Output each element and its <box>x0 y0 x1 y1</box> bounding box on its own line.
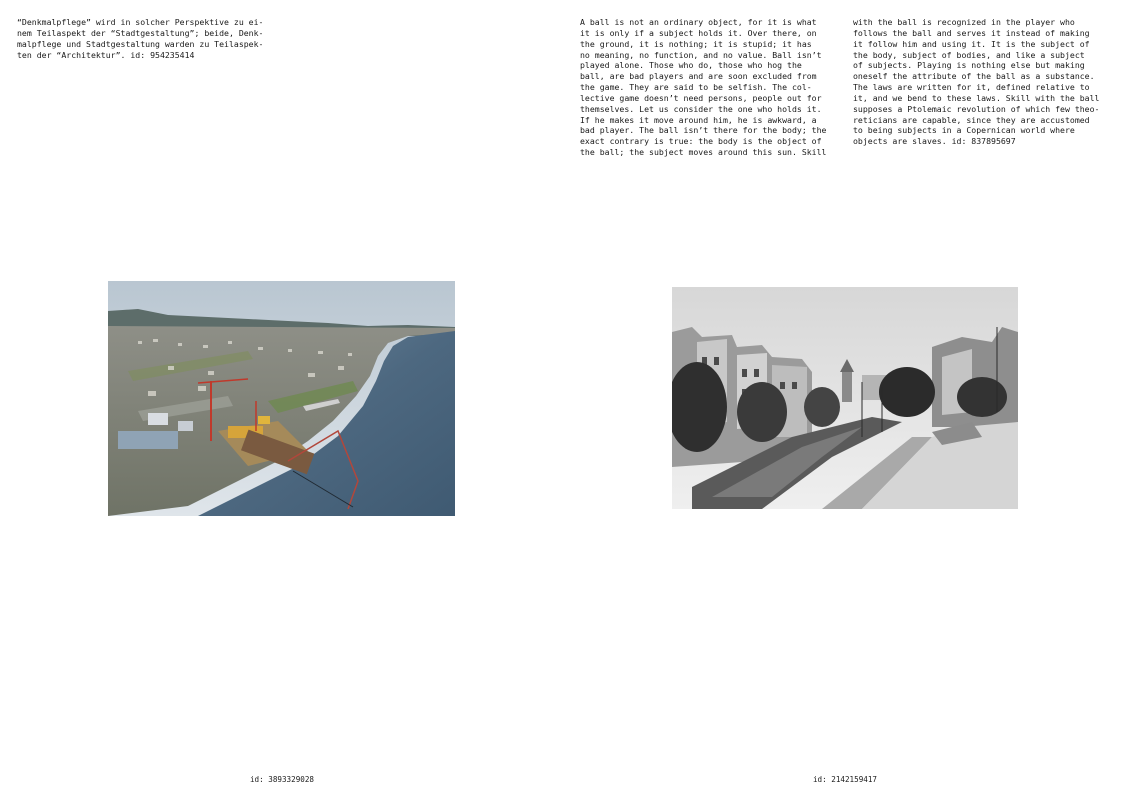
right-page-paragraph-column-1: A ball is not an ordinary object, for it is what it is only if a subject holds it. Over there, on the ground, it is nothing; it is stupid; it has no meaning, no function, and no value. Ball isn’t played alone. Those who do, those who hog the ball, are bad players and are soon excluded from the game. They are said to be selfish. The col- lective game doesn’t need persons, people out for themselves. Let us consider the one who holds it. If he makes it move around him, he is awkward, a bad player. The ball isn’t there for the body; the exact contrary is true: the body is the object of the ball; the subject moves around this sun. Skill <box>580 17 827 158</box>
left-page-paragraph: “Denkmalpflege” wird in solcher Perspektive zu ei- nem Teilaspekt der “Stadtgestaltung”; beide, Denk- malpflege und Stadtgestaltung warden zu Teilaspek- ten der “Architektur”. id: 954235414 <box>17 17 264 60</box>
left-image-caption: id: 3893329028 <box>249 775 314 784</box>
right-page-paragraph-column-2: with the ball is recognized in the player who follows the ball and serves it instead of making it follow him and using it. It is the subject of the body, subject of bodies, and like a subject of subjects. Playing is nothing else but making oneself the attribute of the ball as a substance. The laws are written for it, defined relative to it, and we bend to these laws. Skill with the ball supposes a Ptolemaic revolution of which few theo- reticians are capable, since they are accustomed to being subjects in a Copernican world where objects are slaves. id: 837895697 <box>853 17 1100 147</box>
aerial-photo-illustration <box>108 281 455 516</box>
right-image-caption: id: 2142159417 <box>812 775 877 784</box>
aerial-lakeside-construction-photo <box>108 281 455 516</box>
historic-river-street-photo <box>672 287 1018 509</box>
historic-photo-illustration <box>672 287 1018 509</box>
